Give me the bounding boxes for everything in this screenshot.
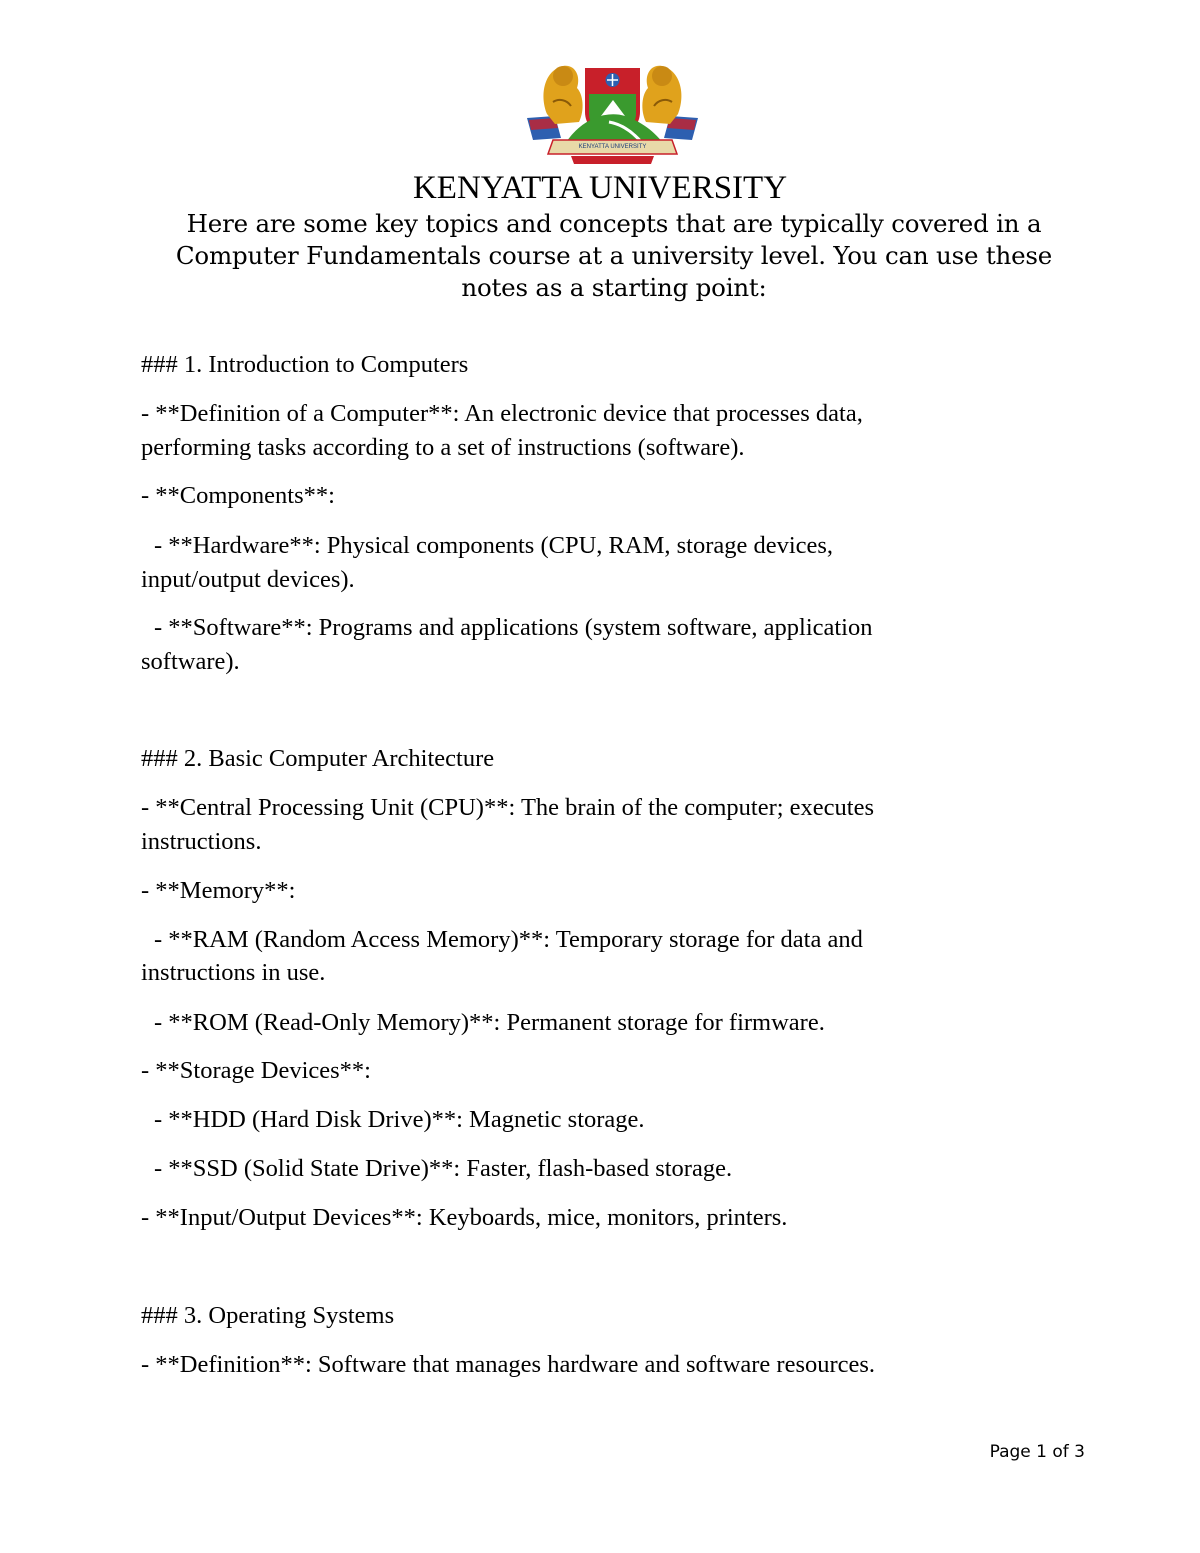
bullet-line: software).: [141, 648, 240, 675]
sub-bullet-line: - **Hardware**: Physical components (CPU, RAM, storage devices,: [154, 532, 834, 559]
bullet-line: - **Definition**: Software that manages hardware and software resources.: [141, 1351, 876, 1378]
section-heading-operating-systems: ### 3. Operating Systems: [141, 1302, 395, 1329]
bullet-line: - **Input/Output Devices**: Keyboards, mice, monitors, printers.: [141, 1204, 788, 1231]
intro-paragraph: Here are some key topics and concepts that are typically covered in a Computer Fundamentals course at a university level. You can use these notes as a starting point:: [175, 209, 1053, 302]
sub-bullet-line: - **Software**: Programs and applications (system software, application: [154, 614, 873, 641]
section-heading-architecture: ### 2. Basic Computer Architecture: [141, 745, 495, 772]
section-heading-introduction: ### 1. Introduction to Computers: [141, 351, 469, 378]
bullet-line: instructions in use.: [141, 959, 326, 986]
bullet-line: - **Central Processing Unit (CPU)**: The brain of the computer; executes: [141, 794, 875, 821]
crest-ribbon-text: KENYATTA UNIVERSITY: [578, 144, 647, 150]
bullet-line: performing tasks according to a set of instructions (software).: [141, 434, 745, 461]
university-crest-logo: [525, 54, 700, 166]
bullet-line: instructions.: [141, 828, 262, 855]
sub-bullet-line: - **RAM (Random Access Memory)**: Temporary storage for data and: [154, 926, 863, 953]
sub-bullet-line: - **ROM (Read-Only Memory)**: Permanent storage for firmware.: [154, 1009, 825, 1036]
page-number: Page 1 of 3: [989, 1442, 1085, 1462]
sub-bullet-line: - **HDD (Hard Disk Drive)**: Magnetic storage.: [154, 1106, 645, 1133]
bullet-line: - **Memory**:: [141, 877, 296, 904]
university-title: KENYATTA UNIVERSITY: [412, 170, 788, 206]
bullet-line: - **Definition of a Computer**: An electronic device that processes data,: [141, 400, 863, 427]
bullet-line: - **Storage Devices**:: [141, 1057, 371, 1084]
bullet-line: - **Components**:: [141, 482, 335, 509]
sub-bullet-line: - **SSD (Solid State Drive)**: Faster, flash-based storage.: [154, 1155, 733, 1182]
bullet-line: input/output devices).: [141, 566, 355, 593]
